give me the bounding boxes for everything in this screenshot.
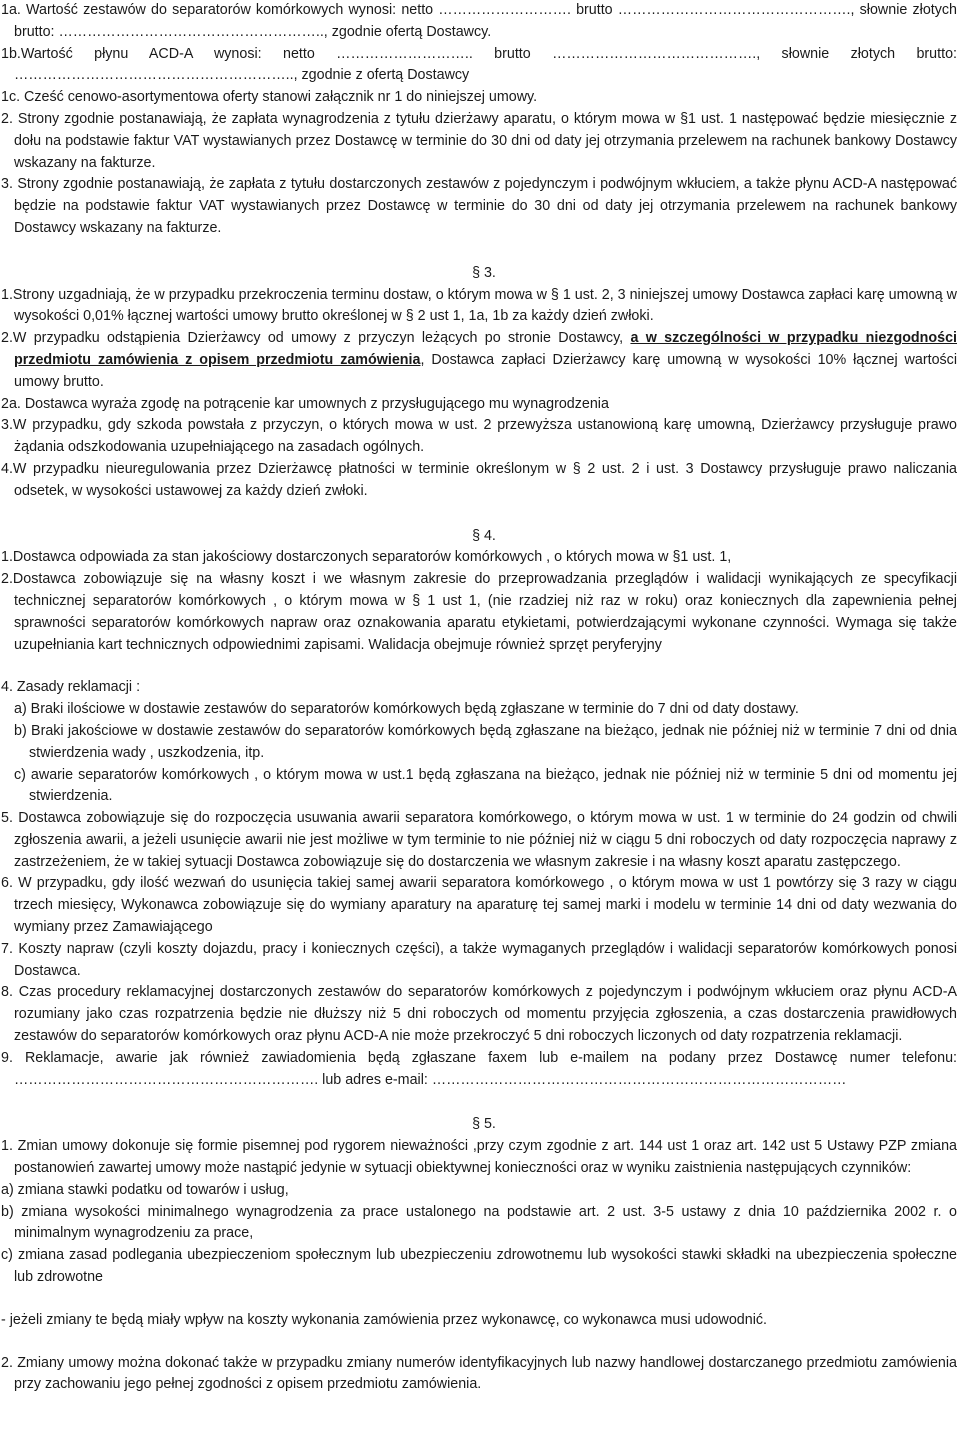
section-4-item-4: 4. Zasady reklamacji : <box>1 679 141 696</box>
section-5-heading: § 5. <box>472 1116 496 1133</box>
section-4-item-4a: a) Braki ilościowe w dostawie zestawów do separatorów komórkowych będą zgłaszane w terminie do 7 dni od daty dostawy. <box>14 701 799 718</box>
section-3-item-2-text: 2.W przypadku odstąpienia Dzierżawcy od umowy z przyczyn leżących po stronie Dostawcy, <box>1 330 631 347</box>
section-4-item-8: 8. Czas procedury reklamacyjnej dostarczonych zestawów do separatorów komórkowych z pojedynczym i podwójnym wkłuciem oraz płynu ACD-A rozumiany jako czas rozpatrzenia będzie nie dłuższy niż 5 dni roboczych od momentu przyjęcia zgłoszenia, a czas dostarczenia prawidłowych zestawów do separatorów komórkowych oraz płynu ACD-A nie może przekroczyć 5 dni roboczych liczonych od daty rozpatrzenia reklamacji. <box>1 984 957 1045</box>
spacer <box>1 1332 957 1353</box>
section-5-item-1: 1. Zmian umowy dokonuje się formie pisemnej pod rygorem nieważności ,przy czym zgodnie z art. 144 ust 1 oraz art. 142 ust 5 Ustawy PZP zmiana postanowień zawartej umowy może nastąpić jedynie w sytuacji obiektywnej konieczności oraz w wyniku zaistnienia następujących czynników: <box>1 1138 957 1177</box>
section-5-item-c: c) zmiana zasad podlegania ubezpieczeniom społecznym lub ubezpieczeniu zdrowotnemu lub wysokości stawki składki na ubezpieczenia społeczne lub zdrowotne <box>1 1247 957 1286</box>
spacer <box>1 656 957 677</box>
section-4-item-5: 5. Dostawca zobowiązuje się do rozpoczęcia usuwania awarii separatora komórkowego, o którym mowa w ust. 1 w terminie do 24 godzin od chwili zgłoszenia awarii, a jeżeli usunięcie awarii nie jest możliwe w tym terminie to nie później niż w ciągu 5 dni roboczych od daty rozpoczęcia naprawy z zastrzeżeniem, że w takiej sytuacji Dostawca zobowiązuje się do dostarczenia we własnym zakresie i na własny koszt aparatu zastępczego. <box>1 810 957 870</box>
section-5-item-dash: - jeżeli zmiany te będą miały wpływ na koszty wykonania zamówienia przez wykonawcę, co wykonawca musi udowodnić. <box>1 1311 768 1328</box>
clause-1b: 1b.Wartość płynu ACD-A wynosi: netto ……………………….. brutto ……………………………………., słownie złotych brutto: ………………………………………………….., zgodnie z ofertą Dostawcy <box>1 45 957 84</box>
spacer <box>1 503 957 526</box>
section-4-item-4c: c) awarie separatorów komórkowych , o którym mowa w ust.1 będą zgłaszana na bieżąco, jednak nie później niż w terminie 5 dni od momentu jej stwierdzenia. <box>14 766 957 805</box>
clause-2: 2. Strony zgodnie postanawiają, że zapłata wynagrodzenia z tytułu dzierżawy aparatu, o którym mowa w §1 ust. 1 następować będzie miesięcznie z dołu na podstawie faktur VAT wystawianych przez Dostawcę w terminie do 30 dni od daty jej otrzymania przelewem na rachunek bankowy Dostawcy wskazany na fakturze. <box>1 110 957 171</box>
section-5-item-2: 2. Zmiany umowy można dokonać także w przypadku zmiany numerów identyfikacyjnych lub nazwy handlowej dostarczanego przedmiotu zamówienia przy zachowaniu jego pełnej zgodności z opisem przedmiotu zamówienia. <box>1 1354 957 1393</box>
section-4-item-9: 9. Reklamacje, awarie jak również zawiadomienia będą zgłaszane faxem lub e-mailem na podany przez Dostawcę numer telefonu: ………………………………………………………. lub adres e-mail: …………………………………………………………………………… <box>1 1049 957 1088</box>
section-4-item-7: 7. Koszty napraw (czyli koszty dojazdu, pracy i koniecznych części), a także wymaganych przeglądów i walidacji separatorów komórkowych ponosi Dostawca. <box>1 940 957 979</box>
section-4-item-2: 2.Dostawca zobowiązuje się na własny koszt i we własnym zakresie do przeprowadzania przeglądów i walidacji wynikających ze specyfikacji technicznej separatorów komórkowych , o którym mowa w § 1 ust 1, (nie rzadziej niż raz w roku) oraz koniecznych dla zapewnienia pełnej sprawności separatorów komórkowych napraw oraz oznakowania aparatu etykietami, potwierdzającymi wykonane czynności. Wymaga się także uzupełniania kart technicznych odpowiednimi zapisami. Walidacja obejmuje również sprzęt peryferyjny <box>1 571 957 653</box>
clause-1a: 1a. Wartość zestawów do separatorów komórkowych wynosi: netto ………………………. brutto …………………………………………., słownie złotych brutto: ……………………………………………….., zgodnie ofertą Dostawcy. <box>1 2 957 40</box>
section-3-item-2-emphasis: a w szczególności w przypadku niezgodności przedmiotu zamówienia z opisem przedmiotu zamówienia <box>14 330 957 368</box>
section-3-item-2 <box>1 328 957 393</box>
spacer <box>1 1091 957 1114</box>
section-4-heading: § 4. <box>472 527 496 544</box>
section-3-item-1: 1.Strony uzgadniają, że w przypadku przekroczenia terminu dostaw, o którym mowa w § 1 ust. 2, 3 niniejszej umowy Dostawca zapłaci karę umowną w wysokości 0,01% łącznej wartości umowy brutto określonej w § 2 ust 1, 1a, 1b za każdy dzień zwłoki. <box>1 286 957 325</box>
spacer <box>1 1289 957 1310</box>
section-5-item-a: a) zmiana stawki podatku od towarów i usług, <box>1 1181 289 1198</box>
section-3-item-2a: 2a. Dostawca wyraża zgodę na potrącenie kar umownych z przysługującego mu wynagrodzenia <box>1 395 609 412</box>
section-4-item-6: 6. W przypadku, gdy ilość wezwań do usunięcia takiej samej awarii separatora komórkowego , o którym mowa w ust 1 powtórzy się 3 razy w ciągu trzech miesięcy, Wykonawca zobowiązuje się do wymiany aparatury na aparaturę tej samej marki i modelu w terminie 14 dni od daty wezwania do wymiany przez Zamawiającego <box>1 875 957 936</box>
section-3-item-4: 4.W przypadku nieuregulowania przez Dzierżawcę płatności w terminie określonym w § 2 ust. 2 i ust. 3 Dostawcy przysługuje prawo naliczania odsetek, w wysokości ustawowej za każdy dzień zwłoki. <box>1 460 957 499</box>
section-3-item-3: 3.W przypadku, gdy szkoda powstała z przyczyn, o których mowa w ust. 2 przewyższa ustanowioną karę umowną, Dzierżawcy przysługuje prawo żądania odszkodowania uzupełniającego na zasadach ogólnych. <box>1 417 957 456</box>
section-3-item-2-tail: , Dostawca zapłaci Dzierżawcy karę umowną w wysokości 10% łącznej wartości umowy brutto. <box>14 351 957 390</box>
section-3-heading: § 3. <box>472 264 496 281</box>
section-5-item-b: b) zmiana wysokości minimalnego wynagrodzenia za prace ustalonego na podstawie art. 2 ust. 3-5 ustawy z dnia 10 października 2002 r. o minimalnym wynagrodzeniu za prace, <box>1 1203 957 1242</box>
spacer <box>1 240 957 263</box>
clause-1c: 1c. Cześć cenowo-asortymentowa oferty stanowi załącznik nr 1 do niniejszej umowy. <box>1 89 538 106</box>
clause-3: 3. Strony zgodnie postanawiają, że zapłata z tytułu dostarczonych zestawów z pojedynczym i podwójnym wkłuciem, a także płynu ACD-A następować będzie na podstawie faktur VAT wystawianych przez Dostawcę w terminie do 30 dni od daty jej otrzymania przelewem na rachunek bankowy Dostawcy wskazany na fakturze. <box>1 176 957 236</box>
section-4-item-4b: b) Braki jakościowe w dostawie zestawów do separatorów komórkowych będą zgłaszane na bieżąco, jednak nie później niż w terminie 7 dni od dnia stwierdzenia wady , uszkodzenia, itp. <box>14 722 957 761</box>
section-4-item-1: 1.Dostawca odpowiada za stan jakościowy dostarczonych separatorów komórkowych , o których mowa w §1 ust. 1, <box>1 549 732 566</box>
